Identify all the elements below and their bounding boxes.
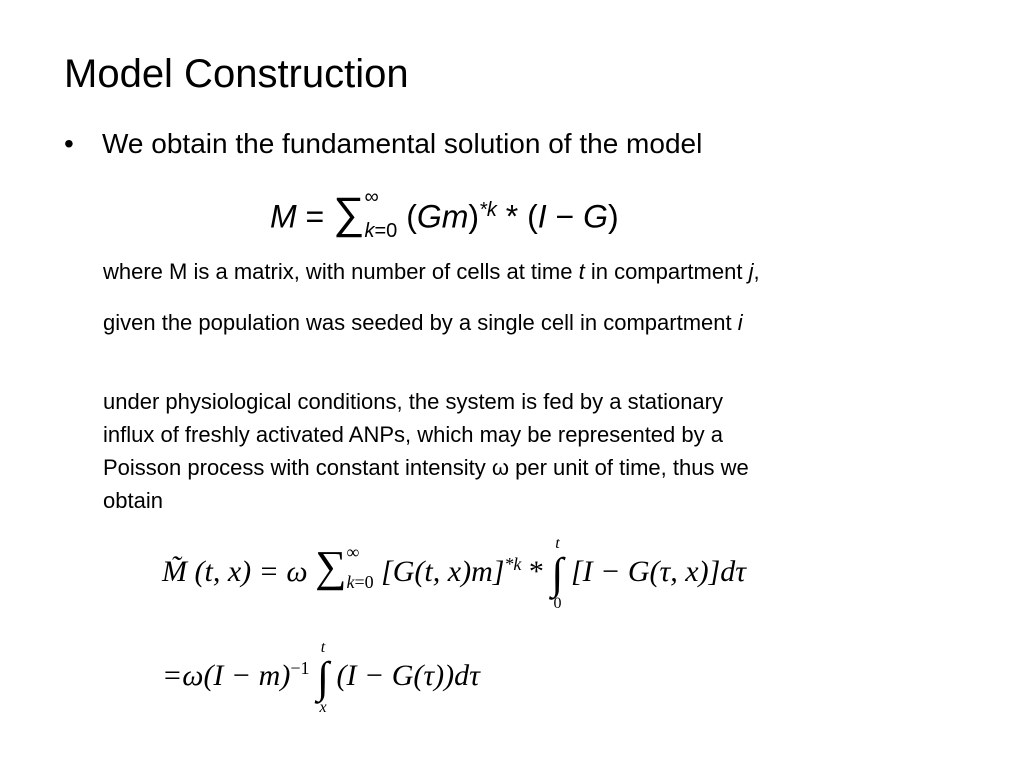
eq2-sum-symbol: ∑ [315, 542, 347, 591]
eq1-lparen: ( [406, 198, 417, 235]
paragraph-physiological [103, 385, 953, 517]
eq2-power: *k [504, 554, 522, 574]
eq2-sum-limits [346, 543, 373, 591]
eq1-minus: − [555, 198, 575, 235]
eq3-power: −1 [290, 658, 310, 678]
eq3-paren-body: (I − m) [203, 659, 291, 692]
eq3-int-symbol: ∫ [316, 653, 330, 703]
eq1-sum-lower: k=0 [364, 219, 398, 242]
slide-title: Model Construction [64, 52, 409, 96]
equation-mtilde [162, 524, 746, 612]
paragraph-line: under physiological conditions, the system is fed by a stationary [103, 389, 723, 414]
eq2-bracket-body: [G(t, x)m] [381, 555, 505, 588]
equation-result [162, 626, 480, 718]
eq2-sum-lower: k=0 [346, 572, 374, 592]
bullet-symbol: • [64, 128, 74, 159]
eq2-sum-upper: ∞ [346, 542, 360, 562]
eq1-Gm: Gm [416, 198, 469, 235]
eq2-int-symbol: ∫ [551, 549, 564, 599]
paragraph-line: Poisson process with constant intensity ω per unit of time, thus we [103, 455, 749, 480]
eq2-convolution: * [528, 555, 544, 588]
eq2-Mtilde: M̃ [162, 555, 187, 588]
eq1-equals: = [305, 198, 325, 235]
eq1-lparen2: ( [527, 198, 538, 235]
where-line-1: where M is a matrix, with number of cells at time t in compartment j, [103, 259, 760, 284]
where-line-2: given the population was seeded by a single cell in compartment i [103, 310, 743, 335]
eq3-integral [317, 640, 329, 716]
equation-fundamental-solution [270, 180, 619, 247]
eq3-lhs: =ω [162, 659, 204, 692]
eq1-summation [333, 184, 397, 244]
eq1-power: *k [479, 199, 497, 221]
eq2-args: (t, x) = ω [194, 555, 308, 588]
eq1-convolution: * [505, 198, 519, 235]
paragraph-line: influx of freshly activated ANPs, which may be represented by a [103, 422, 723, 447]
bullet-item [64, 126, 702, 162]
eq3-int-lower: x [319, 699, 327, 717]
eq2-integral [551, 536, 563, 612]
eq1-I: I [537, 198, 547, 235]
eq1-sum-limits [365, 187, 398, 241]
eq3-integrand: (I − G(τ))dτ [336, 659, 480, 692]
eq1-G: G [583, 198, 608, 235]
eq1-M: M [270, 198, 297, 235]
eq2-int-upper: t [555, 535, 560, 553]
eq1-rparen: ) [468, 198, 480, 235]
eq2-integrand: [I − G(τ, x)]dτ [570, 555, 746, 588]
eq2-int-lower: 0 [553, 595, 562, 613]
eq1-sum-symbol: ∑ [333, 188, 365, 238]
eq1-rparen2: ) [608, 198, 619, 235]
eq2-summation [315, 527, 374, 607]
paragraph-line: obtain [103, 488, 163, 513]
eq1-sum-upper: ∞ [364, 185, 379, 208]
eq3-int-upper: t [320, 639, 326, 657]
bullet-text: We obtain the fundamental solution of the model [102, 128, 703, 159]
